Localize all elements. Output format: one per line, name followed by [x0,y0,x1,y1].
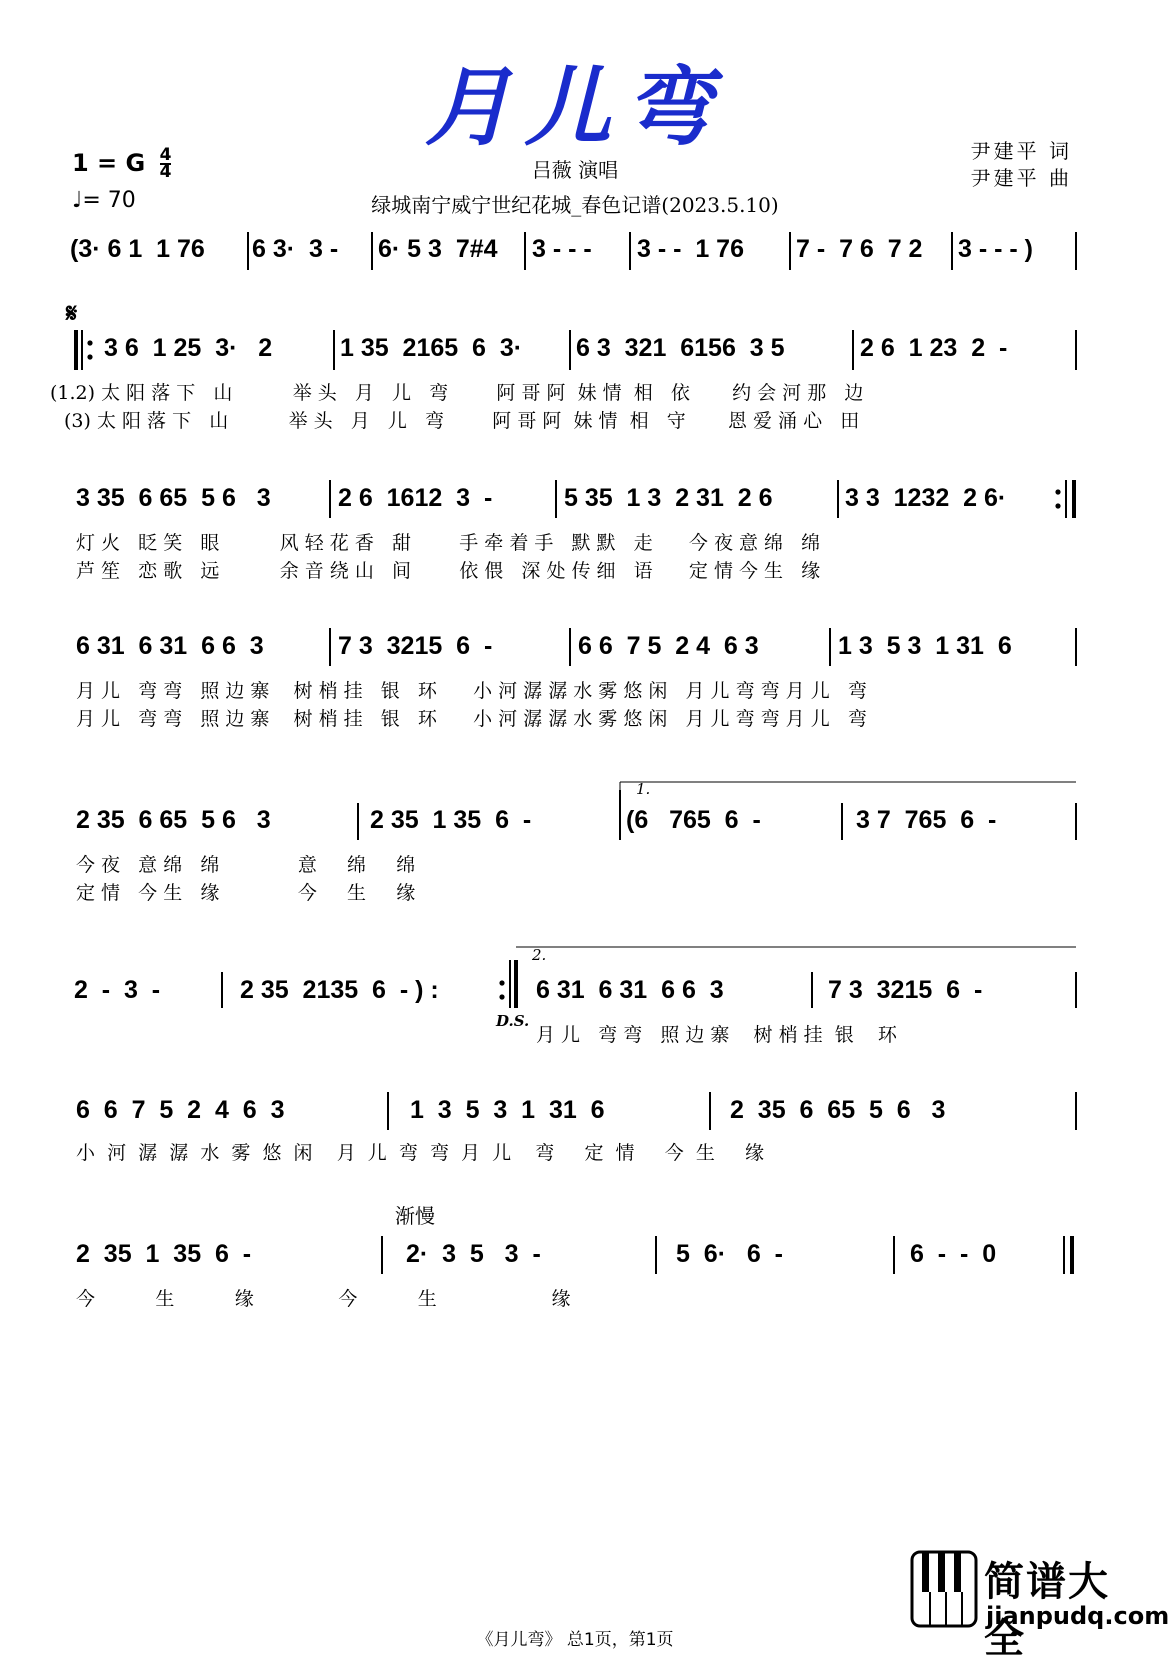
measure: 5 6· 6 - [676,1240,783,1268]
measure: 7 3 3215 6 - [338,632,493,660]
key-label: 1 = G [72,149,146,177]
lyric-line: 月 儿 弯 弯 照 边 寨 树 梢 挂 银 环 小 河 潺 潺 水 雾 悠 闲 月 儿 弯 弯 月 儿 弯 [76,708,867,730]
measure: 6· 5 3 7#4 [378,235,498,263]
measure: 6 3· 3 - [252,235,339,263]
measure: (6 765 6 - [626,806,761,834]
composer-credit: 尹建平 曲 [970,166,1072,190]
measure: 2 6 1 23 2 - [860,334,1008,362]
measure: 3 3 1232 2 6· [845,484,1007,512]
measure: 2 35 6 65 5 6 3 [76,806,271,834]
lyric-line: 小 河 潺 潺 水 雾 悠 闲 月 儿 弯 弯 月 儿 弯 定 情 今 生 缘 [76,1142,765,1164]
measure: 2 35 1 35 6 - [76,1240,252,1268]
measure: 7 - 7 6 7 2 [796,235,923,263]
measure: 2 - 3 - [74,976,161,1004]
song-title: 月儿弯 [425,57,725,158]
measure: 6 31 6 31 6 6 3 [536,976,724,1004]
svg-text:𝄋: 𝄋 [66,299,78,329]
site-logo [910,1548,1169,1662]
lyric-line: 芦 笙 恋 歌 远 余 音 绕 山 间 依 偎 深 处 传 细 语 定 情 今 生 缘 [76,560,821,582]
measure: 7 3 3215 6 - [828,976,983,1004]
measure: 3 - - - [532,235,592,263]
measure: 3 6 1 25 3· 2 [104,334,273,362]
lyric-line: (3) 太 阳 落 下 山 举 头 月 儿 弯 阿 哥 阿 妹 情 相 守 恩 爱 涌 心 田 [64,410,860,432]
measure: 2 35 6 65 5 6 3 [730,1096,946,1124]
singer-credit: 吕薇 演唱 [531,158,619,182]
lyric-line: 灯 火 眨 笑 眼 风 轻 花 香 甜 手 牵 着 手 默 默 走 今 夜 意 绵 绵 [76,532,821,554]
lyricist-credit: 尹建平 词 [970,139,1072,163]
measure: 6 6 7 5 2 4 6 3 [76,1096,285,1124]
measure: 2 6 1612 3 - [338,484,493,512]
logo-text: 简谱大全 [984,1559,1110,1662]
measure: 3 35 6 65 5 6 3 [76,484,271,512]
measure: 2 35 1 35 6 - [370,806,532,834]
measure: 3 - - - ) [958,235,1033,263]
logo-url: jianpudq.com [986,1602,1169,1630]
page-footer: 《月儿弯》 总1页，第1页 [476,1630,674,1650]
volta-1: 1. [636,780,651,798]
time-bottom: 4 [159,162,172,182]
measure: 6 - - 0 [910,1240,997,1268]
measure: 5 35 1 3 2 31 2 6 [564,484,773,512]
measure: 2 35 2135 6 - ) : [240,976,439,1004]
lyric-line: 今 夜 意 绵 绵 意 绵 绵 [76,854,416,876]
measure: 3 - - 1 76 [637,235,744,263]
ritardando-mark: 渐慢 [395,1204,435,1228]
dal-segno: D.S. [496,1012,530,1030]
measure: 1 35 2165 6 3· [340,334,523,362]
lyric-line: 定 情 今 生 缘 今 生 缘 [76,882,416,904]
measure: (3· 6 1 1 76 [70,235,205,263]
measure: 6 6 7 5 2 4 6 3 [578,632,759,660]
lyric-line: 月 儿 弯 弯 照 边 寨 树 梢 挂 银 环 小 河 潺 潺 水 雾 悠 闲 月 儿 弯 弯 月 儿 弯 [76,680,867,702]
measure: 1 3 5 3 1 31 6 [410,1096,605,1124]
lyric-line: 月 儿 弯 弯 照 边 寨 树 梢 挂 银 环 [536,1024,897,1046]
measure: 2· 3 5 3 - [406,1240,541,1268]
volta-2: 2. [532,946,547,964]
measure: 6 3 321 6156 3 5 [576,334,785,362]
lyric-line: (1.2) 太 阳 落 下 山 举 头 月 儿 弯 阿 哥 阿 妹 情 相 依 约 会 河 那 边 [50,382,864,404]
time-top: 4 [159,145,172,165]
measure: 1 3 5 3 1 31 6 [838,632,1012,660]
lyric-line: 今 生 缘 今 生 缘 [76,1288,571,1310]
tempo-mark: ♩= 70 [72,188,136,213]
measure: 6 31 6 31 6 6 3 [76,632,264,660]
measure: 3 7 765 6 - [856,806,997,834]
scribe-credit: 绿城南宁威宁世纪花城_春色记谱(2023.5.10) [371,193,779,217]
